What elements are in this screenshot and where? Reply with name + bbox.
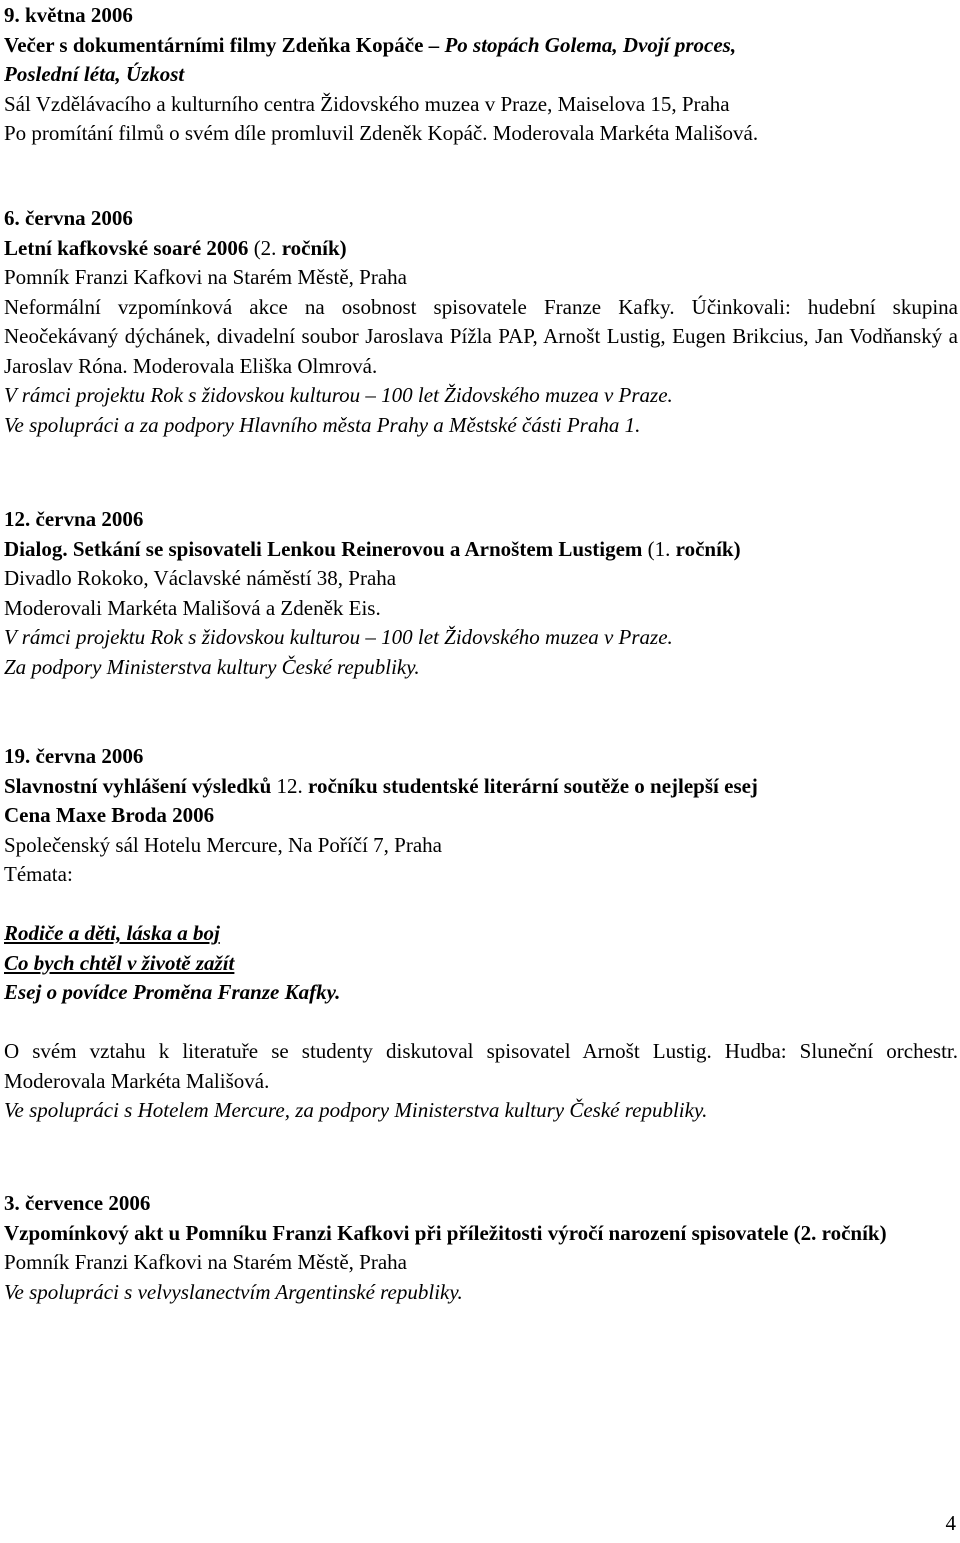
event-item: [4, 204, 958, 440]
event-title-films-cont: Poslední léta, Úzkost: [4, 62, 185, 86]
event-title-edition: 12.: [271, 773, 303, 798]
event-date: 9. května 2006: [4, 3, 133, 27]
event-title: Vzpomínkový akt u Pomníku Franzi Kafkovi při příležitosti výročí narození spisovatele (2. ročník): [4, 1220, 887, 1245]
event-description: Po promítání filmů o svém díle promluvil Zdeněk Kopáč. Moderovala Markéta Mališová.: [4, 121, 759, 145]
event-title: Letní kafkovské soaré 2006: [4, 235, 249, 260]
event-note: V rámci projektu Rok s židovskou kulturou – 100 let Židovského muzea v Praze.: [4, 383, 673, 407]
event-item: [4, 1189, 958, 1307]
event-description: O svém vztahu k literatuře se studenty diskutoval spisovatel Arnošt Lustig. Hudba: Sluneční orchestr. Moderovala Markéta Mališová.: [4, 1039, 958, 1093]
event-date: 19. června 2006: [4, 744, 144, 768]
event-date: 12. června 2006: [4, 507, 144, 531]
event-title: Večer s dokumentárními filmy Zdeňka Kopáče –: [4, 32, 440, 57]
event-note: Ve spolupráci s velvyslanectvím Argentinské republiky.: [4, 1279, 463, 1304]
event-title-films: Po stopách Golema, Dvojí proces,: [439, 32, 737, 57]
event-note: V rámci projektu Rok s židovskou kulturou – 100 let Židovského muzea v Praze.: [4, 625, 673, 649]
event-description: Moderovali Markéta Mališová a Zdeněk Eis.: [4, 595, 381, 620]
event-venue: Společenský sál Hotelu Mercure, Na Poříčí 7, Praha: [4, 832, 442, 857]
event-item: [4, 505, 958, 682]
event-item: [4, 1, 958, 149]
spacer: [4, 1008, 958, 1038]
event-note: Za podpory Ministerstva kultury České republiky.: [4, 654, 420, 679]
event-title: Slavnostní vyhlášení výsledků: [4, 773, 272, 798]
event-title-edition: (1.: [642, 536, 671, 561]
page-number: 4: [945, 1511, 956, 1535]
event-note: Ve spolupráci s Hotelem Mercure, za podpory Ministerstva kultury České republiky.: [4, 1098, 708, 1122]
event-title-cont: ročníku studentské literární soutěže o nejlepší esej: [302, 773, 758, 798]
event-title-edition-end: ročník): [670, 536, 741, 561]
topic-item: Rodiče a děti, láska a boj: [4, 921, 220, 945]
event-date: 3. července 2006: [4, 1191, 151, 1215]
topics-label: Témata:: [4, 862, 73, 886]
event-venue: Sál Vzdělávacího a kulturního centra Židovského muzea v Praze, Maiselova 15, Praha: [4, 91, 730, 116]
event-venue: Divadlo Rokoko, Václavské náměstí 38, Praha: [4, 566, 397, 590]
event-description: Neformální vzpomínková akce na osobnost spisovatele Franze Kafky. Účinkovali: hudební skupina Neočekávaný dýchánek, divadelní soubor Jaroslava Pížla PAP, Arnošt Lustig, Eugen Brikcius, Jan Vodňanský a Jaroslav Róna. Moderovala Eliška Olmrová.: [4, 294, 958, 378]
event-title-award: Cena Maxe Broda 2006: [4, 803, 215, 827]
topic-item: Esej o povídce Proměna Franze Kafky.: [4, 980, 341, 1004]
event-venue: Pomník Franzi Kafkovi na Starém Městě, Praha: [4, 1250, 407, 1274]
event-note: Ve spolupráci a za podpory Hlavního města Prahy a Městské části Praha 1.: [4, 412, 641, 437]
topic-item: Co bych chtěl v životě zažít: [4, 950, 235, 975]
spacer: [4, 890, 958, 920]
event-title-edition-end: ročník): [276, 235, 347, 260]
event-title: Dialog. Setkání se spisovateli Lenkou Reinerovou a Arnoštem Lustigem: [4, 536, 643, 561]
event-date: 6. června 2006: [4, 206, 133, 230]
event-item: [4, 742, 958, 1126]
event-title-edition: (2.: [248, 235, 277, 260]
event-venue: Pomník Franzi Kafkovi na Starém Městě, Praha: [4, 265, 407, 289]
